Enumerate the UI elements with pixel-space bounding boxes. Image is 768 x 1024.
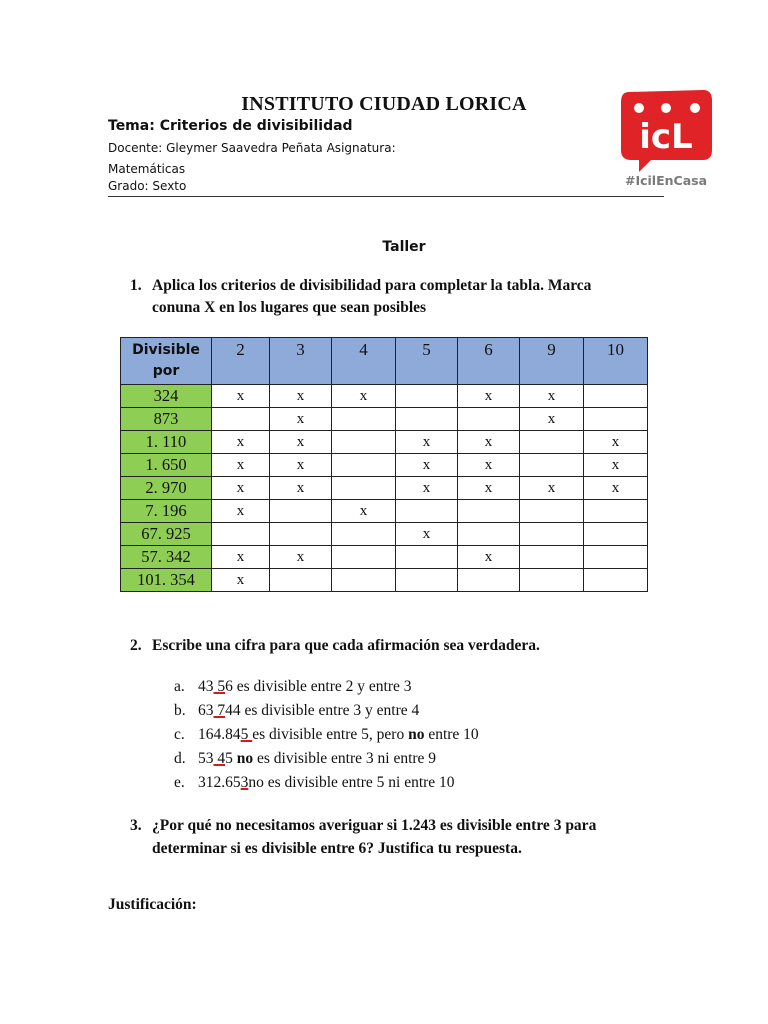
answer-item [174,699,419,723]
logo-text: icL [639,117,693,157]
mark-cell: x [458,477,520,500]
mark-cell [332,408,396,431]
answer-item-text: 6 es divisible entre 2 y entre 3 [225,678,412,695]
answer-item-label: e. [174,774,185,791]
answer-item [174,771,455,795]
logo-person-head-right [690,103,700,113]
answer-item-prefix: 164.84 [198,726,241,743]
mark-cell: x [584,454,648,477]
mark-cell [520,500,584,523]
justification-label: Justificación: [108,896,197,913]
question-3-line2: determinar si es divisible entre 6? Justifica tu respuesta. [152,840,522,857]
mark-cell [270,500,332,523]
answer-item-filled-digit: 5 [240,726,253,743]
table-row [121,523,648,546]
mark-cell: x [458,385,520,408]
row-number: 324 [121,385,212,408]
teacher-line: Docente: Gleymer Saavedra Peñata Asignatura: [108,141,396,155]
mark-cell [212,523,270,546]
header-divisor: 6 [458,338,520,385]
header-divisible-por [121,338,212,385]
logo-graphic [619,86,714,192]
mark-cell [270,523,332,546]
answer-item-label: c. [174,726,185,743]
mark-cell [584,569,648,592]
answer-item-bold-no: no [236,750,254,767]
row-number: 873 [121,408,212,431]
question-1 [0,275,768,319]
mark-cell [396,408,458,431]
worksheet-title: Taller [382,239,426,255]
mark-cell: x [396,523,458,546]
mark-cell: x [584,477,648,500]
row-number: 7. 196 [121,500,212,523]
mark-cell: x [396,431,458,454]
mark-cell: x [212,500,270,523]
row-number: 2. 970 [121,477,212,500]
logo-person-head-mid [661,103,671,113]
mark-cell [520,454,584,477]
mark-cell [396,500,458,523]
mark-cell: x [212,477,270,500]
answer-item-prefix: 312.65 [198,774,241,791]
mark-cell [584,408,648,431]
mark-cell: x [212,431,270,454]
row-number: 1. 650 [121,454,212,477]
question-2-text: Escribe una cifra para que cada afirmación sea verdadera. [152,637,540,654]
mark-cell [458,408,520,431]
school-logo [619,86,714,192]
grade-line: Grado: Sexto [108,179,187,193]
mark-cell [332,546,396,569]
header-divisible-label: Divisible [132,342,200,358]
mark-cell [332,431,396,454]
question-3-line1: ¿Por qué no necesitamos averiguar si 1.243 es divisible entre 3 para [152,817,597,834]
answer-item [174,747,436,771]
answer-item-label: a. [174,678,185,695]
mark-cell: x [270,454,332,477]
mark-cell: x [270,408,332,431]
answer-item-label: d. [174,750,186,767]
table-row [121,477,648,500]
table-row [121,500,648,523]
mark-cell [332,454,396,477]
table-row [121,431,648,454]
mark-cell: x [520,477,584,500]
question-2 [0,635,768,657]
header-divisor: 10 [584,338,648,385]
mark-cell [458,500,520,523]
mark-cell: x [270,385,332,408]
header-divisor: 5 [396,338,458,385]
mark-cell [584,523,648,546]
header-divisor: 4 [332,338,396,385]
mark-cell [584,546,648,569]
mark-cell [584,385,648,408]
table-row [121,385,648,408]
mark-cell: x [332,500,396,523]
answer-item-text-end: es divisible entre 3 ni entre 9 [253,750,437,767]
table-row [121,454,648,477]
mark-cell [396,385,458,408]
table-row [121,546,648,569]
mark-cell: x [332,385,396,408]
answer-item [174,675,412,699]
table-row [121,569,648,592]
row-number: 67. 925 [121,523,212,546]
answer-item-text: 44 es divisible entre 3 y entre 4 [225,702,420,719]
question-3 [0,815,768,859]
mark-cell: x [270,431,332,454]
divisibility-table [120,337,648,592]
answer-item-filled-digit: 7 [213,702,226,719]
answer-item-text: 5 [225,750,237,767]
answer-item-bold-no: no [408,726,425,743]
mark-cell [458,523,520,546]
answer-item-filled-digit: 3 [240,774,249,791]
mark-cell [332,477,396,500]
table-row [121,408,648,431]
header-divisor: 3 [270,338,332,385]
mark-cell: x [458,454,520,477]
subject-line: Matemáticas [108,162,186,176]
header-divisor: 9 [520,338,584,385]
mark-cell [270,569,332,592]
mark-cell [396,546,458,569]
mark-cell [396,569,458,592]
mark-cell: x [212,546,270,569]
topic-line: Tema: Criterios de divisibilidad [108,118,353,134]
mark-cell: x [458,546,520,569]
mark-cell: x [212,454,270,477]
mark-cell [520,546,584,569]
answer-item-filled-digit: 5 [213,678,226,695]
question-3-number: 3. [130,817,142,834]
answer-item-prefix: 43 [198,678,214,695]
mark-cell: x [212,385,270,408]
table-header-row [121,338,648,385]
mark-cell: x [396,454,458,477]
logo-person-head-left [634,103,644,113]
logo-hashtag: #IcilEnCasa [624,173,708,188]
answer-item-text: es divisible entre 5, pero [252,726,409,743]
answer-item-filled-digit: 4 [213,750,226,767]
question-2-number: 2. [130,637,142,654]
answer-item-prefix: 63 [198,702,214,719]
mark-cell: x [520,385,584,408]
mark-cell: x [270,477,332,500]
mark-cell: x [520,408,584,431]
answer-item-text-end: entre 10 [424,726,479,743]
answer-item-prefix: 53 [198,750,214,767]
question-1-line2: conuna X en los lugares que sean posibles [152,299,427,316]
mark-cell: x [584,431,648,454]
mark-cell: x [396,477,458,500]
header-por-label: por [152,363,180,379]
mark-cell [458,569,520,592]
header-divisor: 2 [212,338,270,385]
question-1-number: 1. [130,277,142,294]
answer-item [174,723,479,747]
header-divider [108,196,664,197]
row-number: 1. 110 [121,431,212,454]
question-1-line1: Aplica los criterios de divisibilidad para completar la tabla. Marca [152,277,592,294]
mark-cell [212,408,270,431]
mark-cell [584,500,648,523]
row-number: 101. 354 [121,569,212,592]
mark-cell [520,431,584,454]
mark-cell [520,569,584,592]
school-title: INSTITUTO CIUDAD LORICA [241,93,527,115]
mark-cell [520,523,584,546]
mark-cell: x [270,546,332,569]
answer-item-text: no es divisible entre 5 ni entre 10 [248,774,455,791]
mark-cell [332,523,396,546]
answer-item-label: b. [174,702,186,719]
mark-cell: x [458,431,520,454]
row-number: 57. 342 [121,546,212,569]
mark-cell: x [212,569,270,592]
mark-cell [332,569,396,592]
